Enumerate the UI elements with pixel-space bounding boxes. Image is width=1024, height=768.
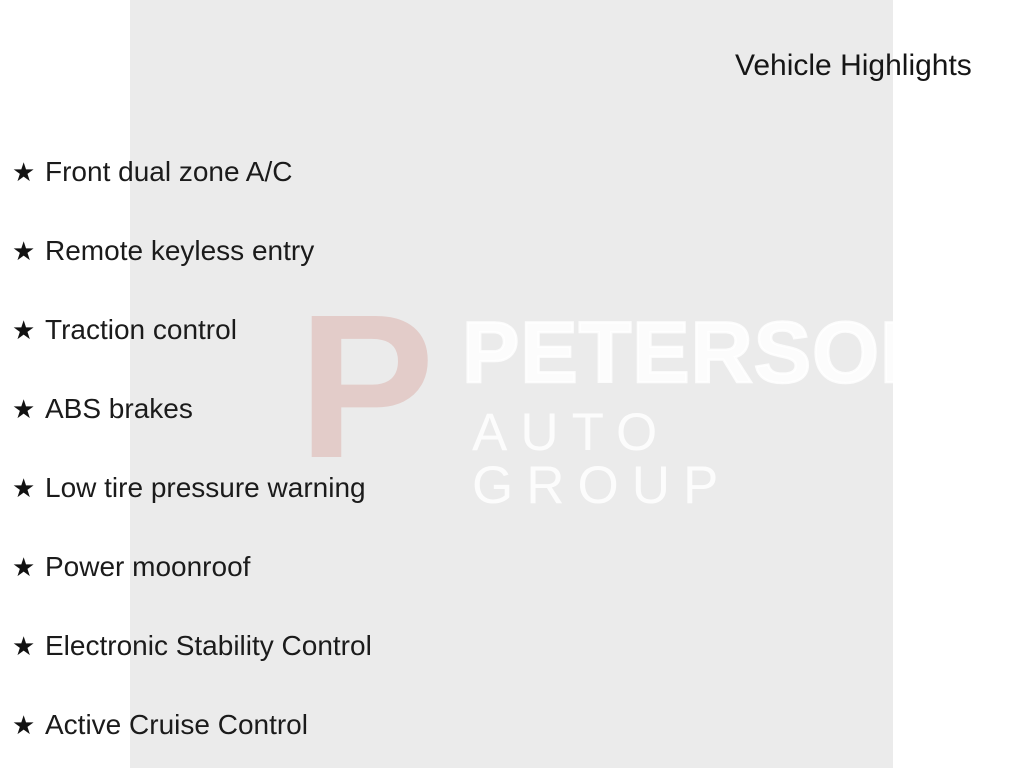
star-bullet-icon: ★ [12,314,36,345]
star-bullet-icon: ★ [12,472,36,503]
page-title: Vehicle Highlights [735,49,972,82]
list-item [12,152,292,192]
feature-label: Remote keyless entry [45,235,315,266]
list-item [12,547,250,587]
watermark-subtitle-text: AUTO GROUP [472,403,732,515]
list-item [12,705,308,745]
watermark-brand-text: PETERSON [462,305,944,401]
list-item [12,389,193,429]
peterson-logo-p-icon: P [298,272,435,501]
star-bullet-icon: ★ [12,709,36,740]
list-item [12,231,314,271]
feature-label: Active Cruise Control [45,709,308,740]
list-item [12,310,237,350]
feature-label: Front dual zone A/C [45,156,293,187]
feature-label: Traction control [45,314,237,345]
star-bullet-icon: ★ [12,630,36,661]
feature-label: Electronic Stability Control [45,630,372,661]
feature-label: Power moonroof [45,551,251,582]
feature-label: ABS brakes [45,393,193,424]
list-item [12,626,372,666]
star-bullet-icon: ★ [12,235,36,266]
star-bullet-icon: ★ [12,551,36,582]
list-item [12,468,366,508]
star-bullet-icon: ★ [12,393,36,424]
feature-label: Low tire pressure warning [45,472,366,503]
star-bullet-icon: ★ [12,156,36,187]
